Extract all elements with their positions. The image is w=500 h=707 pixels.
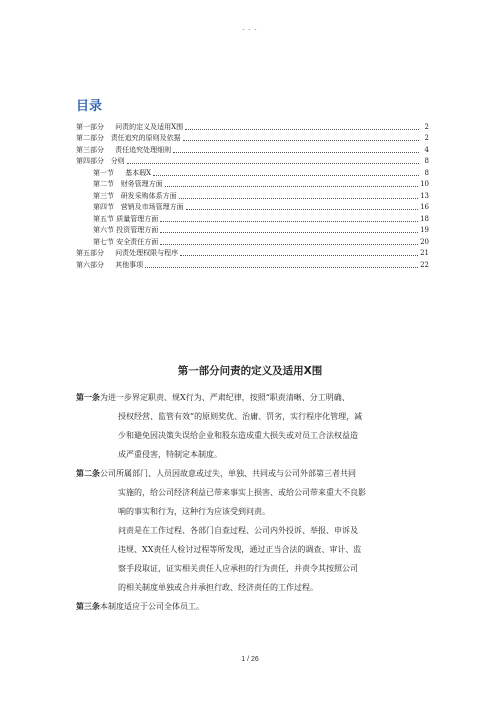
toc-entry-page: 8 <box>424 168 429 177</box>
article-2-line-4: 问责是在工作过程、各部门自查过程、公司内外投诉、举报、申诉及 <box>118 526 358 535</box>
toc-leader-dots <box>145 266 418 268</box>
article-2-line-5: 违规、XX责任人检讨过程等所发现，通过正当合法的调查、审计、监 <box>118 545 362 554</box>
toc-leader-dots <box>153 174 419 176</box>
toc-entry-page: 18 <box>420 214 429 223</box>
article-2-line-7: 的相关制度单独或合并承担行政、经济责任的工作过程。 <box>118 583 318 592</box>
toc-entry-number: 第三节 <box>93 191 114 200</box>
toc-entry-page: 2 <box>424 122 429 131</box>
toc-entry[interactable] <box>76 143 429 155</box>
article-3-line-1: 本制度适应于公司全体员工。 <box>100 602 204 611</box>
toc-entry-number: 第一部分 <box>76 122 104 131</box>
toc-entry-page: 16 <box>420 203 429 211</box>
toc-entry-label: 责任追究处理细则 <box>115 145 172 154</box>
toc-entry-label: 分则 <box>110 157 125 165</box>
toc-entry[interactable] <box>76 201 429 213</box>
article-2 <box>76 464 431 483</box>
article-1-head: 第一条 <box>76 392 100 402</box>
toc-entry-page: 2 <box>424 134 429 142</box>
toc-entry-number: 第二节 <box>93 180 114 188</box>
toc-entry-number: 第六节 <box>93 226 114 234</box>
toc-entry[interactable] <box>76 120 429 132</box>
toc-entry-gap <box>114 169 125 178</box>
toc-entry-number: 第四部分 <box>76 157 104 165</box>
toc-entry-label: 质量管理方面 <box>116 214 159 223</box>
toc-title: 目录 <box>76 99 103 114</box>
toc-entry-gap <box>114 180 121 189</box>
toc-entry[interactable] <box>76 247 429 259</box>
toc-entry-label: 问责处理权限与程序 <box>115 249 179 257</box>
article-1-line-3: 少和避免因决策失误给企业和股东造成重大损失或对员工合法权益造 <box>118 431 358 440</box>
toc-entry-label: 其他事项 <box>115 260 144 269</box>
toc-entry-gap <box>104 157 111 166</box>
toc-entry-label: 研发采购体系方面 <box>120 191 177 200</box>
article-2-head: 第二条 <box>76 468 100 478</box>
toc-entry-label: 营销及市场管理方面 <box>120 203 184 211</box>
toc-entry[interactable] <box>76 212 429 224</box>
toc-entry-page: 10 <box>420 180 429 188</box>
toc-leader-dots <box>160 243 418 245</box>
article-3 <box>76 597 431 616</box>
toc-entry-gap <box>114 192 121 201</box>
toc-entry-label: 安全责任方面 <box>116 237 159 246</box>
toc-entry-gap <box>114 203 121 212</box>
page-number: 1 / 26 <box>241 656 259 663</box>
article-2-line-2: 实施的，给公司经济利益已带来事实上损害、或给公司带来重大不良影 <box>118 488 366 497</box>
toc-leader-dots <box>127 162 419 164</box>
toc-entry[interactable] <box>76 235 429 247</box>
toc-leader-dots <box>183 139 419 141</box>
article-2-line-3: 响的事实和行为，这种行为应该受到问责。 <box>118 507 270 516</box>
article-2-line-6: 察手段取证，证实相关责任人应承担的行为责任，并责令其按照公司 <box>118 564 358 573</box>
toc-entry-label: 基本瑕X <box>125 168 152 177</box>
toc-entry[interactable] <box>76 178 429 190</box>
toc-entry-number: 第三部分 <box>76 145 104 154</box>
body-text <box>76 388 431 616</box>
toc-leader-dots <box>165 185 418 187</box>
table-of-contents <box>76 120 429 270</box>
toc-entry-number: 第六部分 <box>76 260 104 269</box>
toc-entry[interactable] <box>76 132 429 144</box>
toc-entry[interactable] <box>76 166 429 178</box>
toc-entry-gap <box>104 146 115 155</box>
part-one-title: 第一部分问责的定义及适用X围 <box>177 365 323 377</box>
article-1-line-4: 成严重侵害，特制定本制度。 <box>118 450 222 459</box>
toc-entry-number: 第一节 <box>93 168 114 177</box>
toc-entry[interactable] <box>76 224 429 236</box>
toc-entry[interactable] <box>76 189 429 201</box>
toc-entry-number: 第五节 <box>93 214 114 223</box>
toc-entry-page: 21 <box>420 249 429 257</box>
toc-entry-page: 22 <box>420 260 429 269</box>
toc-entry-number: 第七节 <box>93 237 114 246</box>
toc-entry[interactable] <box>76 155 429 167</box>
toc-entry-number: 第二部分 <box>76 134 104 142</box>
article-1 <box>76 388 431 407</box>
toc-entry-gap <box>104 134 111 143</box>
toc-entry[interactable] <box>76 258 429 270</box>
toc-entry-number: 第四节 <box>93 203 114 211</box>
toc-entry-page: 4 <box>424 145 429 154</box>
toc-entry-label: 财务管理方面 <box>120 180 163 188</box>
toc-entry-label: 责任追究的原则及依据 <box>110 134 181 142</box>
toc-entry-page: 8 <box>424 157 429 165</box>
toc-entry-gap <box>104 261 115 270</box>
article-1-line-2: 授权经营、监管有效”的原则奖优、治庸、罚劣，实行程序化管理，减 <box>118 412 363 421</box>
toc-leader-dots <box>160 220 418 222</box>
toc-entry-page: 13 <box>420 191 429 200</box>
toc-entry-page: 19 <box>420 226 429 234</box>
toc-leader-dots <box>186 208 418 210</box>
toc-entry-gap <box>104 123 115 132</box>
toc-entry-label: 投资管理方面 <box>116 226 159 234</box>
toc-entry-gap <box>104 249 115 258</box>
toc-entry-label: 问责的定义及适用X围 <box>115 122 184 131</box>
toc-leader-dots <box>180 254 418 256</box>
article-1-line-1: 为进一步界定职责、规X行为、严肃纪律，按照“职责清晰、分工明确、 <box>100 393 350 402</box>
toc-leader-dots <box>173 151 419 153</box>
toc-leader-dots <box>160 231 418 233</box>
article-2-line-1: 公司所属部门、人员因故意或过失，单独、共同或与公司外部第三者共同 <box>100 469 356 478</box>
toc-leader-dots <box>179 197 418 199</box>
header-mark: - - - <box>242 26 258 33</box>
toc-entry-page: 20 <box>420 237 429 246</box>
article-3-head: 第三条 <box>76 601 100 611</box>
toc-leader-dots <box>185 128 419 130</box>
toc-entry-number: 第五部分 <box>76 249 104 257</box>
